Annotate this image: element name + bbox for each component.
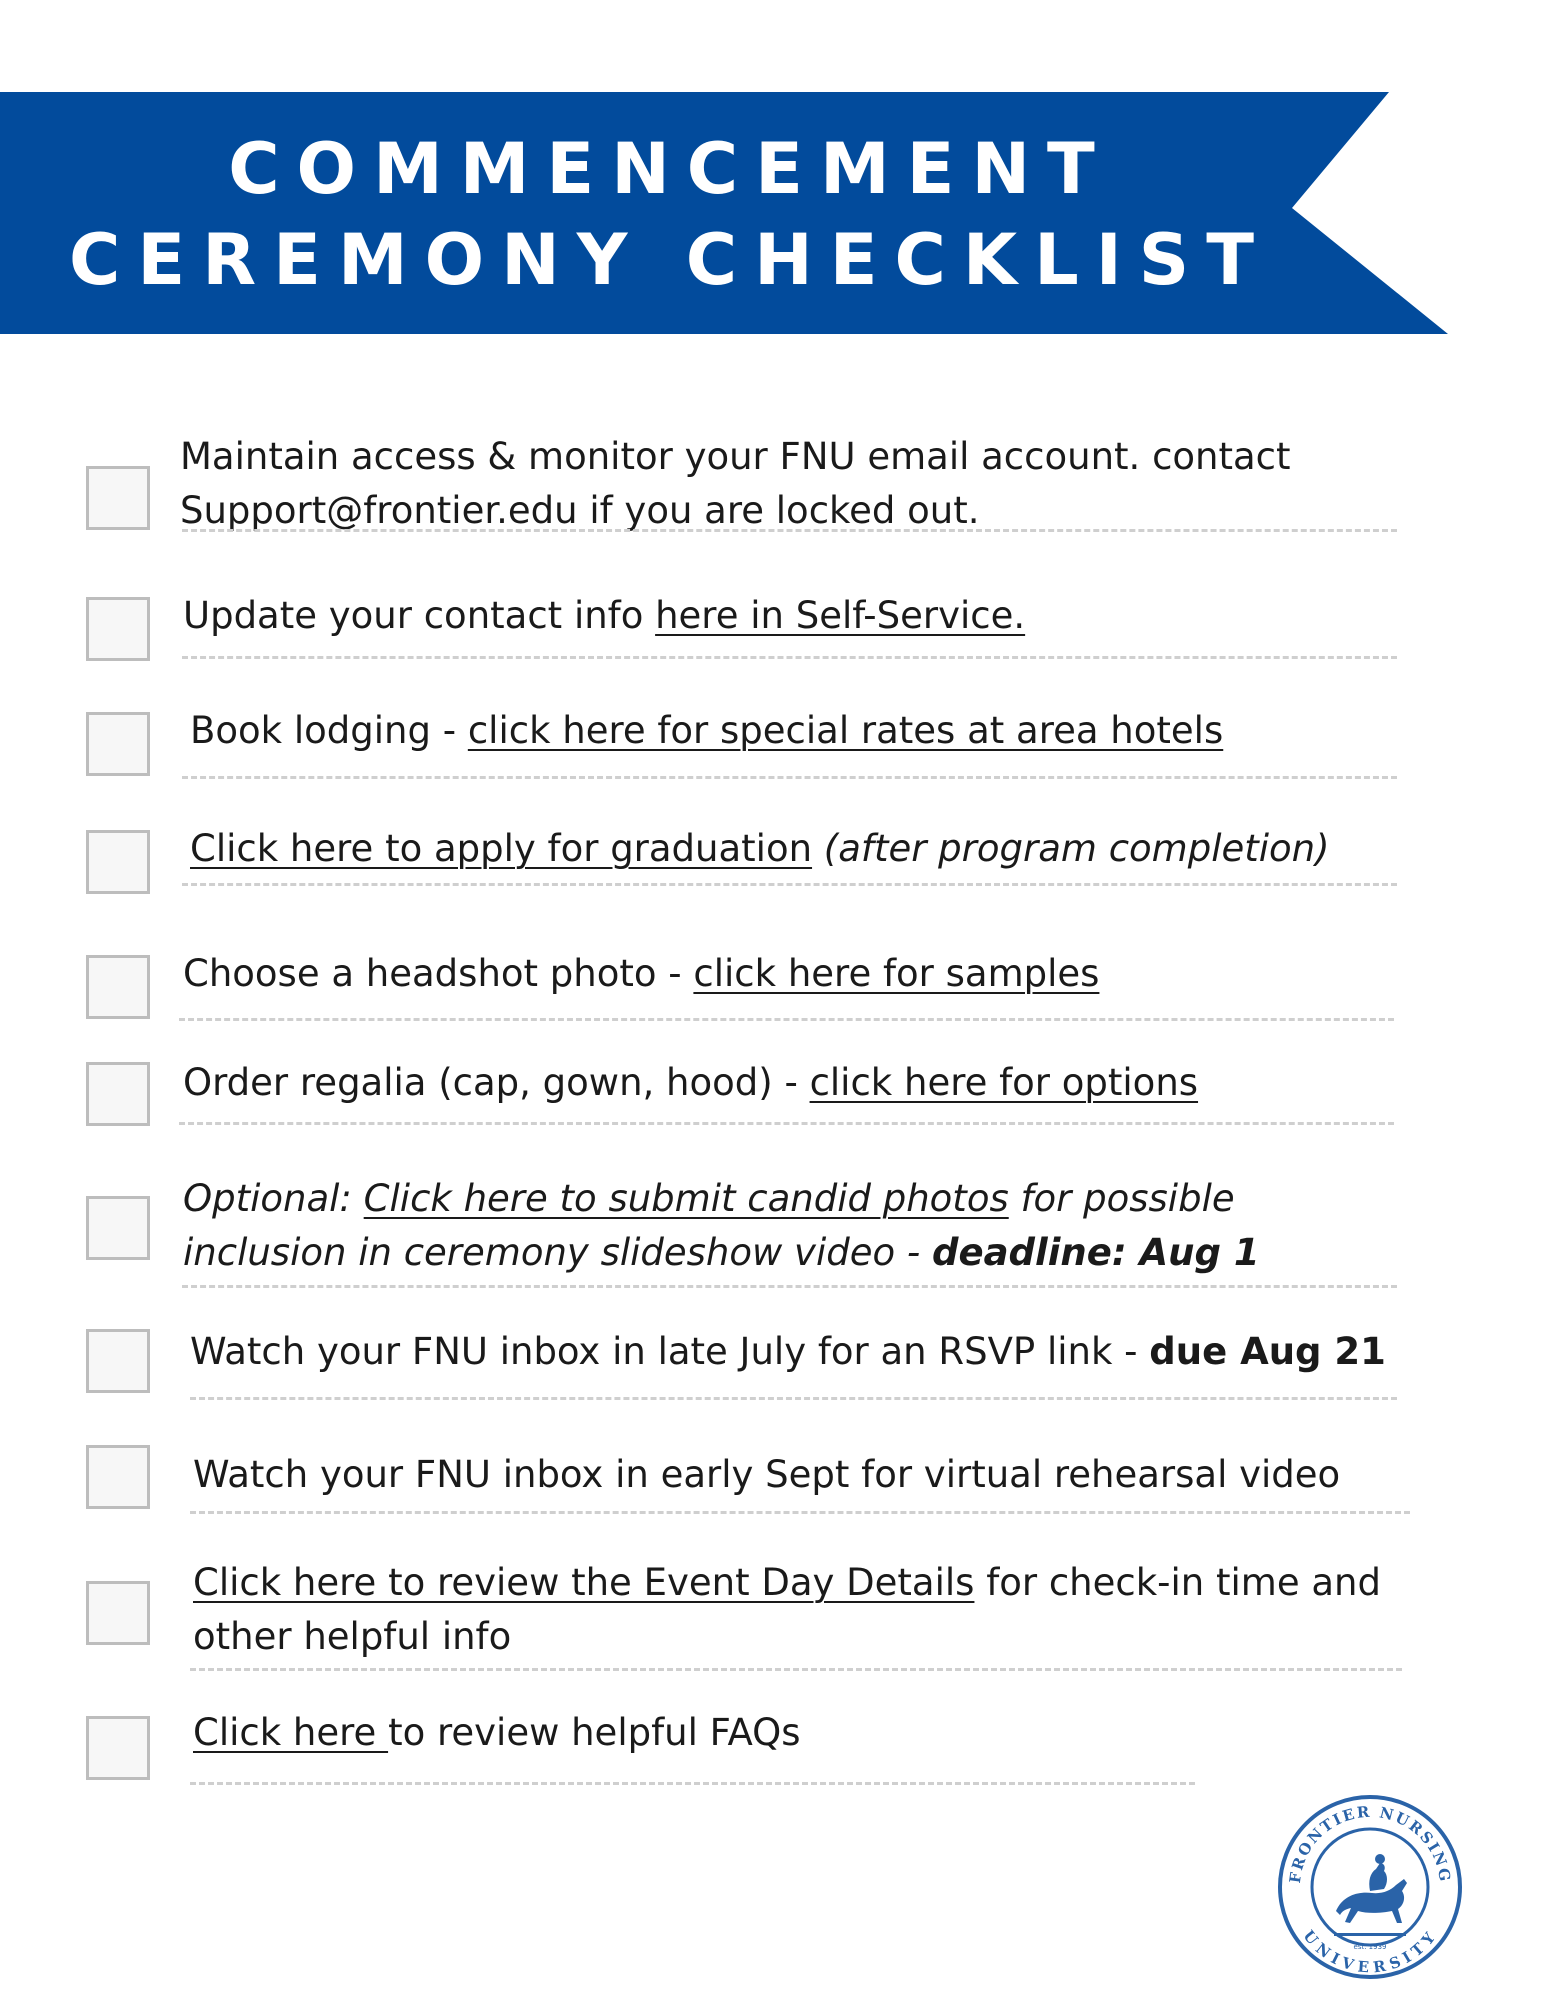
item-divider bbox=[182, 656, 1397, 659]
candid-photos-deadline: deadline: Aug 1 bbox=[931, 1231, 1260, 1274]
item-event-day-note: for check-in time and bbox=[974, 1561, 1381, 1604]
item-divider bbox=[182, 529, 1397, 532]
item-headshot-label: Choose a headshot photo - bbox=[183, 952, 694, 995]
item-email-line1: Maintain access & monitor your FNU email account. contact bbox=[180, 435, 1291, 478]
self-service-link[interactable]: here in Self-Service. bbox=[655, 594, 1026, 637]
item-divider bbox=[182, 776, 1397, 779]
checkbox-faqs[interactable] bbox=[86, 1716, 150, 1780]
item-divider bbox=[179, 1122, 1394, 1125]
page-title-line1: COMMENCEMENT bbox=[228, 128, 1112, 210]
item-contact-info-label: Update your contact info bbox=[183, 594, 656, 637]
university-seal-logo bbox=[1276, 1793, 1464, 1981]
checkbox-rehearsal[interactable] bbox=[86, 1445, 150, 1509]
item-divider bbox=[190, 1668, 1402, 1671]
item-event-day-line2: other helpful info bbox=[193, 1615, 512, 1658]
seal-est-text: est. 1939 bbox=[1353, 1943, 1387, 1951]
item-divider bbox=[179, 1018, 1394, 1021]
item-divider bbox=[190, 1782, 1195, 1785]
item-regalia-text bbox=[183, 1056, 1198, 1110]
headshot-samples-link[interactable]: click here for samples bbox=[693, 952, 1100, 995]
checkbox-event-day[interactable] bbox=[86, 1581, 150, 1645]
regalia-options-link[interactable]: click here for options bbox=[809, 1061, 1199, 1104]
event-day-details-link[interactable]: Click here to review the Event Day Details bbox=[193, 1561, 975, 1604]
item-faqs-label: to review helpful FAQs bbox=[388, 1711, 801, 1754]
item-apply-graduation-text bbox=[190, 822, 1330, 876]
checkbox-apply-graduation[interactable] bbox=[86, 830, 150, 894]
item-faqs-text bbox=[193, 1706, 801, 1760]
checkbox-rsvp[interactable] bbox=[86, 1329, 150, 1393]
item-lodging-label: Book lodging - bbox=[190, 709, 468, 752]
item-regalia-label: Order regalia (cap, gown, hood) - bbox=[183, 1061, 810, 1104]
item-rsvp-text bbox=[190, 1325, 1386, 1379]
item-divider bbox=[190, 1397, 1397, 1400]
item-candid-photos-note2: inclusion in ceremony slideshow video - bbox=[183, 1231, 932, 1274]
checkbox-regalia[interactable] bbox=[86, 1062, 150, 1126]
item-headshot-text bbox=[183, 947, 1099, 1001]
page-title-line2: CEREMONY CHECKLIST bbox=[69, 219, 1271, 301]
item-candid-photos-line1 bbox=[183, 1172, 1235, 1226]
item-rehearsal-text: Watch your FNU inbox in early Sept for virtual rehearsal video bbox=[193, 1453, 1341, 1496]
rsvp-deadline: due Aug 21 bbox=[1149, 1330, 1386, 1373]
faqs-link[interactable]: Click here bbox=[193, 1711, 389, 1754]
item-divider bbox=[182, 883, 1397, 886]
item-event-day-line1 bbox=[193, 1556, 1381, 1610]
item-candid-photos-label: Optional: bbox=[183, 1177, 364, 1220]
checkbox-candid-photos[interactable] bbox=[86, 1196, 150, 1260]
candid-photos-link[interactable]: Click here to submit candid photos bbox=[363, 1177, 1009, 1220]
checkbox-contact-info[interactable] bbox=[86, 597, 150, 661]
seal-bottom-text: UNIVERSITY bbox=[1299, 1926, 1441, 1977]
item-divider bbox=[190, 1511, 1410, 1514]
item-apply-graduation-note: (after program completion) bbox=[812, 827, 1330, 870]
item-lodging-text bbox=[190, 704, 1223, 758]
item-email-line2: Support@frontier.edu if you are locked out. bbox=[180, 489, 980, 532]
checkbox-email[interactable] bbox=[86, 466, 150, 530]
checkbox-headshot[interactable] bbox=[86, 955, 150, 1019]
apply-graduation-link[interactable]: Click here to apply for graduation bbox=[190, 827, 813, 870]
item-candid-photos-note: for possible bbox=[1008, 1177, 1235, 1220]
item-rsvp-label: Watch your FNU inbox in late July for an RSVP link - bbox=[190, 1330, 1150, 1373]
hotel-rates-link[interactable]: click here for special rates at area hotels bbox=[467, 709, 1224, 752]
item-contact-info-text bbox=[183, 589, 1025, 643]
item-divider bbox=[182, 1285, 1397, 1288]
seal-top-text: FRONTIER NURSING bbox=[1285, 1802, 1455, 1885]
checkbox-lodging[interactable] bbox=[86, 712, 150, 776]
item-candid-photos-line2 bbox=[183, 1226, 1260, 1280]
